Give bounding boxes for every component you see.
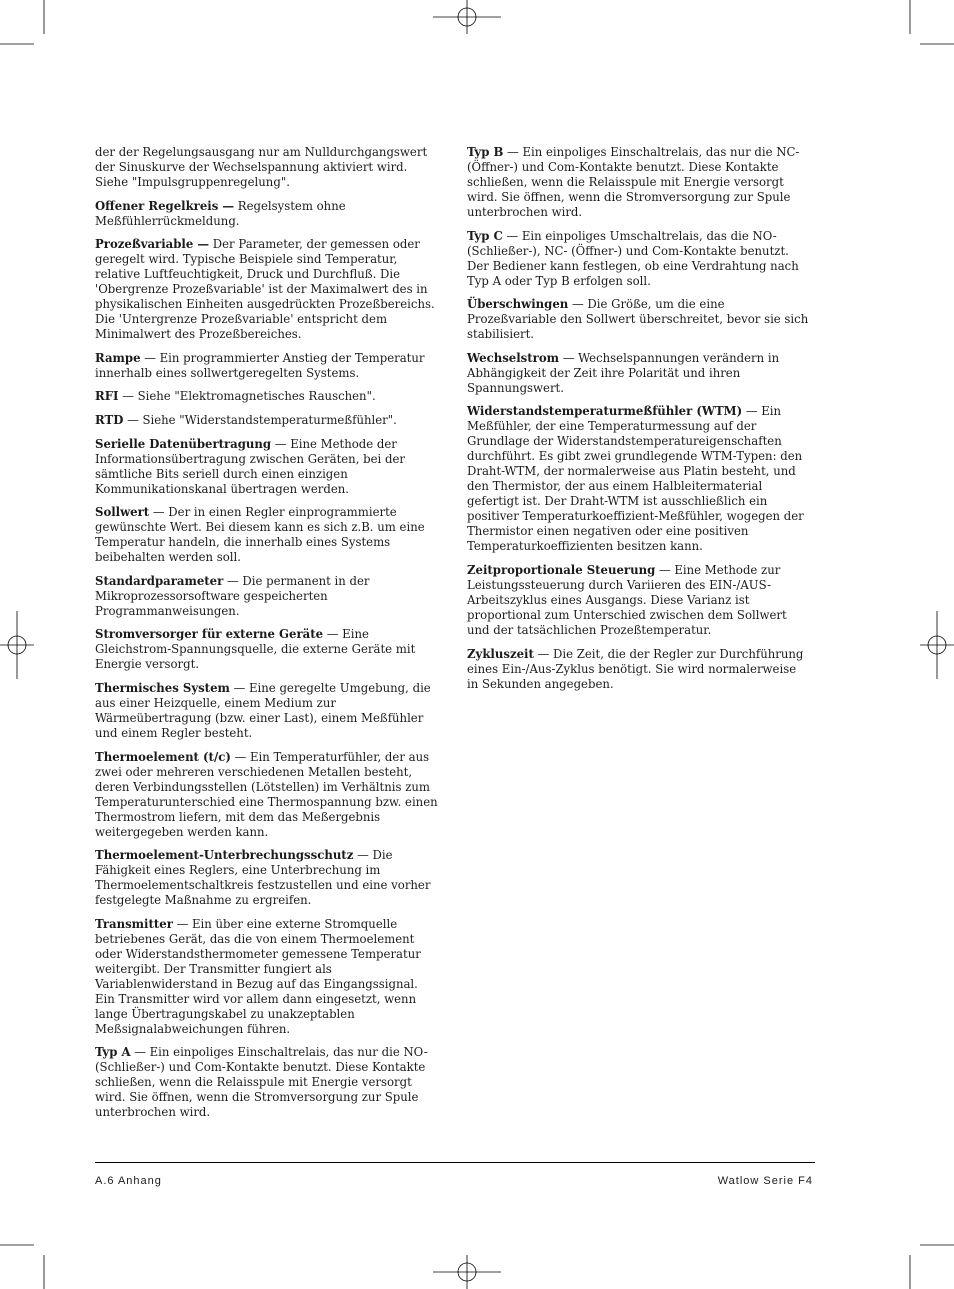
entry-line [95, 848, 445, 863]
entry-text: — Siehe "Elektromagnetisches Rauschen". [122, 389, 376, 404]
entry-term: Zykluszeit [467, 646, 534, 661]
entry-line: Temperaturkoeffizienten besitzen kann. [467, 539, 703, 554]
entry-term: Prozeßvariable — [95, 237, 210, 252]
entry-line: beibehalten werden soll. [95, 550, 241, 565]
entry-term: Standardparameter [95, 573, 224, 588]
entry-line: Grundlage der Widerstandstemperatureigenschaften [467, 434, 782, 449]
glossary-entry-rtd [95, 413, 445, 428]
entry-line: gefertigt ist. Der Draht-WTM ist ausschließlich ein [467, 494, 768, 509]
entry-line: Informationsübertragung zwischen Geräten, bei der [95, 451, 405, 466]
entry-text: — Ein Temperaturfühler, der aus [234, 749, 430, 764]
entry-line: Gleichstrom-Spannungsquelle, die externe Geräte mit [95, 642, 416, 657]
entry-line: positiver Temperaturkoeffizient-Meßfühler, wogegen der [467, 509, 804, 524]
entry-term: Widerstandstemperaturmeßfühler (WTM) [467, 404, 743, 419]
entry-line: schließen, wenn die Relaisspule mit Energie versorgt [95, 1075, 412, 1090]
entry-line: aus einer Heizquelle, einem Medium zur [95, 695, 336, 710]
entry-line [95, 917, 445, 932]
glossary-entry-transmitter [95, 917, 445, 1037]
entry-line: Die 'Untergrenze Prozeßvariable' entspricht dem [95, 312, 388, 327]
entry-line [467, 145, 817, 160]
entry-line: weitergegeben werden kann. [95, 824, 269, 839]
entry-line: und einem Regler besteht. [95, 725, 253, 740]
glossary-entry-standardparameter [95, 574, 445, 619]
glossary-entry-wechselstrom [467, 351, 817, 396]
entry-line: innerhalb eines sollwertgeregelten Systems. [95, 365, 360, 380]
glossary-entry-widerstandstemperaturmessfuehler [467, 404, 817, 554]
entry-line: physikalischen Einheiten ausgedrückten Prozeßbereichs. [95, 297, 435, 312]
entry-line: Der Bediener kann festlegen, ob eine Verdrahtung nach [467, 258, 799, 273]
glossary-entry-prozessvariable [95, 237, 445, 342]
entry-term: RFI [95, 389, 119, 404]
entry-line: 'Obergrenze Prozeßvariable' ist der Maximalwert des in [95, 282, 428, 297]
entry-text: — Wechselspannungen verändern in [562, 350, 780, 365]
entry-line: der der Regelungsausgang nur am Nulldurchgangswert [95, 145, 428, 159]
entry-line: gewünschte Wert. Bei diesem kann es sich z.B. um eine [95, 520, 425, 535]
entry-text: — Die Zeit, die der Regler zur Durchführung [537, 646, 804, 661]
glossary-entry-typ-c [467, 229, 817, 289]
entry-line: in Sekunden angegeben. [467, 676, 614, 691]
entry-term: Rampe [95, 350, 141, 365]
entry-line [467, 351, 817, 366]
entry-term: Typ C [467, 228, 503, 243]
registration-mark-right [920, 611, 954, 679]
entry-line: Wärmeübertragung (bzw. einer Last), einem Meßfühler [95, 710, 424, 725]
entry-line: weitergibt. Der Transmitter fungiert als [95, 961, 332, 976]
entry-term: Typ A [95, 1045, 131, 1060]
glossary-entry-ueberschwingen [467, 297, 817, 342]
entry-line: durchführt. Es gibt zwei grundlegende WTM-Typen: den [467, 449, 803, 464]
entry-line: wird. Sie öffnen, wenn die Stromversorgung zur Spule [95, 1090, 419, 1105]
entry-line: Temperaturunterschied eine Thermospannung bzw. einen [95, 794, 438, 809]
entry-line: oder Widerstandsthermometer gemessene Temperatur [95, 946, 421, 961]
entry-line: Mikroprozessorsoftware gespeicherten [95, 588, 328, 603]
entry-line: geregelt wird. Typische Beispiele sind Temperatur, [95, 252, 398, 267]
entry-text: — Ein über eine externe Stromquelle [176, 916, 398, 931]
entry-term: Stromversorger für externe Geräte [95, 627, 324, 642]
entry-line: Ein Transmitter wird vor allem dann eingesetzt, wenn [95, 991, 417, 1006]
entry-text: — Ein einpoliges Einschaltrelais, das nur die NC- [507, 145, 800, 159]
entry-line [95, 627, 445, 642]
entry-term: Überschwingen [467, 297, 569, 312]
entry-term: Transmitter [95, 916, 173, 931]
entry-term: Thermoelement (t/c) [95, 749, 231, 764]
entry-line: unterbrochen wird. [95, 1105, 211, 1120]
entry-term: Zeitproportionale Steuerung [467, 562, 656, 577]
entry-line: zwei oder mehreren verschiedenen Metallen besteht, [95, 764, 413, 779]
entry-line: Meßsignalabweichungen führen. [95, 1021, 291, 1036]
entry-line: Abhängigkeit der Zeit ihre Polarität und ihren [467, 365, 741, 380]
entry-line [467, 563, 817, 578]
entry-line [95, 413, 445, 428]
entry-line [95, 237, 445, 252]
entry-text: — Eine [326, 627, 369, 642]
entry-line [467, 647, 817, 662]
entry-line: Meßfühler, der eine Temperaturmessung auf der [467, 419, 757, 434]
entry-text: — Eine Methode der [274, 436, 397, 451]
registration-mark-bottom [433, 1255, 501, 1289]
entry-line [95, 351, 445, 366]
glossary-entry-zykluszeit [467, 647, 817, 692]
entry-line: Programmanweisungen. [95, 603, 240, 618]
entry-line: proportional zum Unterschied zwischen dem Sollwert [467, 607, 787, 622]
glossary-entry-typ-a [95, 1045, 445, 1120]
entry-term: Typ B [467, 145, 504, 159]
entry-line [95, 750, 445, 765]
entry-line: Variablenwiderstand in Bezug auf das Eingangssignal. [95, 976, 418, 991]
glossary-entry-thermoelement [95, 750, 445, 840]
entry-line: Thermoelementschaltkreis festzustellen und eine vorher [95, 878, 431, 893]
entry-line [95, 574, 445, 589]
entry-term: Offener Regelkreis — [95, 198, 235, 213]
entry-text: — Die permanent in der [226, 573, 370, 588]
entry-line: und der tatsächlichen Prozeßtemperatur. [467, 622, 712, 637]
entry-line: sämtliche Bits seriell durch einen einzigen [95, 466, 348, 481]
entry-line: unterbrochen wird. [467, 205, 583, 219]
entry-line: Meßfühlerrückmeldung. [95, 213, 240, 228]
entry-line: Prozeßvariable den Sollwert überschreitet, bevor sie sich [467, 312, 809, 327]
entry-line: der Sinuskurve der Wechselspannung aktiviert wird. [95, 160, 408, 174]
entry-term: Serielle Datenübertragung [95, 436, 272, 451]
registration-mark-left [0, 611, 34, 679]
entry-line: Energie versorgt. [95, 657, 200, 672]
entry-line [95, 389, 445, 404]
entry-line: Siehe "Impulsgruppenregelung". [95, 175, 290, 189]
entry-text: — Ein [745, 404, 782, 419]
entry-line: schließen, wenn die Relaisspule mit Energie versorgt [467, 175, 784, 189]
entry-line [95, 505, 445, 520]
entry-line: Typ A oder Typ B erfolgen soll. [467, 273, 651, 288]
entry-text: — Ein programmierter Anstieg der Temperatur [144, 350, 425, 365]
entry-line: Draht-WTM, der normalerweise aus Platin besteht, und [467, 464, 796, 479]
entry-line: Leistungssteuerung durch Variieren des EIN-/AUS- [467, 577, 772, 592]
entry-text: — Ein einpoliges Einschaltrelais, das nur die NO- [134, 1045, 428, 1060]
entry-line [95, 1045, 445, 1060]
entry-line: betriebenes Gerät, das die von einem Thermoelement [95, 931, 415, 946]
entry-line: Arbeitszyklus eines Ausgangs. Diese Varianz ist [467, 592, 750, 607]
entry-line [467, 297, 817, 312]
entry-line: (Öffner-) und Com-Kontakte benutzt. Diese Kontakte [467, 160, 779, 174]
crop-mark-top-left [0, 0, 44, 44]
entry-term: RTD [95, 412, 124, 427]
entry-line [467, 229, 817, 244]
entry-text: Regelsystem ohne [237, 198, 346, 213]
entry-line [95, 199, 445, 214]
entry-text: — Eine geregelte Umgebung, die [233, 680, 431, 695]
glossary-entry-thermisches-system [95, 681, 445, 741]
entry-line: eines Ein-/Aus-Zyklus benötigt. Sie wird normalerweise [467, 661, 797, 676]
crop-mark-bottom-right [910, 1245, 954, 1289]
entry-line: (Schließer-) und Com-Kontakte benutzt. Diese Kontakte [95, 1060, 426, 1075]
entry-line: wird. Sie öffnen, wenn die Stromversorgung zur Spule [467, 190, 791, 204]
glossary-entry-stromversorger [95, 627, 445, 672]
crop-mark-top-right [910, 0, 954, 44]
glossary-entry-zeitproportionale-steuerung [467, 563, 817, 638]
footer-section-label: A.6 Anhang [95, 1175, 162, 1187]
entry-line: stabilisiert. [467, 327, 535, 342]
entry-term: Thermoelement-Unterbrechungsschutz [95, 848, 354, 863]
glossary-entry-serielle-datenuebertragung [95, 437, 445, 497]
entry-line: Minimalwert des Prozeßbereiches. [95, 327, 302, 342]
entry-text: Der Parameter, der gemessen oder [212, 237, 420, 252]
right-column [467, 145, 817, 700]
entry-text: — Der in einen Regler einprogrammierte [152, 505, 397, 520]
entry-line: den Thermistor, der aus einem Halbleitermaterial [467, 479, 763, 494]
footer-rule [95, 1162, 815, 1163]
entry-line: lange Übertragungskabel zu unakzeptablen [95, 1006, 355, 1021]
entry-line: Fähigkeit eines Reglers, eine Unterbrechung im [95, 863, 381, 878]
entry-line [95, 681, 445, 696]
entry-text: — Siehe "Widerstandstemperaturmeßfühler". [127, 412, 397, 427]
entry-term: Wechselstrom [467, 350, 559, 365]
registration-mark-top [433, 0, 501, 34]
entry-line [95, 437, 445, 452]
glossary-continuation [95, 145, 445, 190]
page-footer [95, 1174, 813, 1188]
entry-term: Sollwert [95, 505, 150, 520]
entry-line: relative Luftfeuchtigkeit, Druck und Durchfluß. Die [95, 267, 401, 282]
entry-line: festgelegte Maßnahme zu ergreifen. [95, 893, 312, 908]
entry-line: Thermistor einen negativen oder eine positiven [467, 524, 749, 539]
left-column [95, 145, 445, 1129]
entry-line: Kommunikationskanal übertragen werden. [95, 481, 350, 496]
entry-term: Thermisches System [95, 680, 230, 695]
glossary-entry-sollwert [95, 505, 445, 565]
entry-line: deren Verbindungsstellen (Lötstellen) im Verhältnis zum [95, 779, 430, 794]
glossary-entry-thermoelement-unterbrechungsschutz [95, 848, 445, 908]
entry-text: — Die [357, 848, 393, 863]
entry-text: — Die Größe, um die eine [571, 297, 725, 312]
footer-product-label: Watlow Serie F4 [717, 1175, 813, 1187]
entry-line: (Schließer-), NC- (Öffner-) und Com-Kontakte benutzt. [467, 243, 789, 258]
entry-line: Spannungswert. [467, 380, 564, 395]
glossary-entry-rfi [95, 389, 445, 404]
crop-mark-bottom-left [0, 1245, 44, 1289]
entry-text: — Eine Methode zur [658, 562, 781, 577]
entry-line: Temperatur handeln, die innerhalb eines Systems [95, 535, 391, 550]
glossary-entry-typ-b [467, 145, 817, 220]
entry-line [467, 404, 817, 419]
glossary-entry-offener-regelkreis [95, 199, 445, 229]
entry-line: Thermostrom liefern, mit dem das Meßergebnis [95, 809, 381, 824]
entry-text: — Ein einpoliges Umschaltrelais, das die NO- [506, 228, 777, 243]
glossary-entry-rampe [95, 351, 445, 381]
